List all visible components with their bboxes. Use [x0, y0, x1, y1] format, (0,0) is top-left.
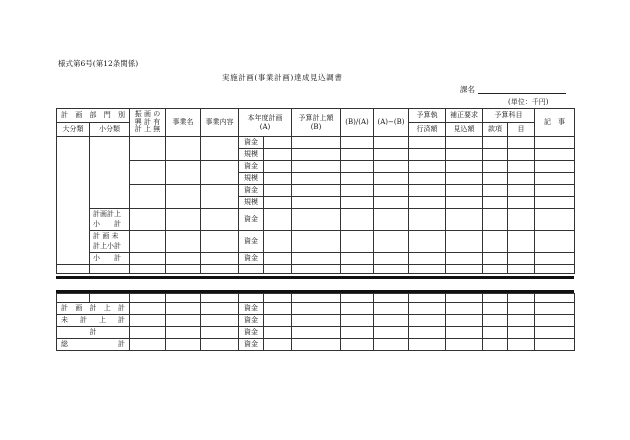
supplementary-header-top: 補正要求 [446, 109, 483, 123]
row-label: 規模 [239, 197, 264, 209]
current-plan-header: 本年度計画 (A) [239, 109, 292, 137]
budget-exec-header-top: 予算執 [409, 109, 446, 123]
item-section-header: 款項 [483, 123, 508, 137]
row-label: 資金 [239, 253, 264, 265]
table-row [57, 161, 575, 173]
row-label: 資金 [239, 315, 264, 327]
minor-category-cell [90, 137, 130, 209]
table-row [57, 253, 575, 265]
total-label: 計 [57, 327, 130, 339]
budget-reflected-header: 振 画 の 興 計 有 計 上 無 [130, 109, 166, 137]
row-label: 資金 [239, 327, 264, 339]
remarks-header: 記 事 [535, 109, 575, 137]
plan-category-header: 計画部門別 [57, 109, 130, 123]
major-category-header: 大分類 [57, 123, 90, 137]
table-row [57, 294, 575, 303]
table-row [57, 185, 575, 197]
section-name-label: 課名 [460, 85, 475, 94]
row-label: 資金 [239, 137, 264, 149]
row-label: 資金 [239, 303, 264, 315]
main-table [56, 108, 575, 274]
table-row [57, 303, 575, 315]
difference-header: (A)−(B) [374, 109, 409, 137]
unplanned-total-label: 未計上計 [57, 315, 130, 327]
table-row [57, 137, 575, 149]
row-label: 資金 [239, 185, 264, 197]
planned-subtotal-label: 計画計上 小 計 [90, 209, 130, 231]
row-label: 資金 [239, 339, 264, 351]
table-row [57, 209, 575, 231]
item-sub-header: 目 [508, 123, 535, 137]
totals-table [56, 293, 575, 351]
table-row [57, 327, 575, 339]
row-label: 規模 [239, 173, 264, 185]
project-content-header: 事業内容 [201, 109, 239, 137]
budget-amount-header: 予算計上額 (B) [292, 109, 341, 137]
grand-total-label: 総 計 [57, 339, 130, 351]
form-number: 様式第6号(第12条関係) [58, 59, 139, 68]
subtotal-label: 小 計 [90, 253, 130, 265]
section-name-underline [478, 93, 566, 94]
row-label: 資金 [239, 231, 264, 253]
project-name-header: 事業名 [166, 109, 201, 137]
row-label: 規模 [239, 149, 264, 161]
supplementary-header-bottom: 見込額 [446, 123, 483, 137]
row-label: 資金 [239, 209, 264, 231]
budget-exec-header-bottom: 行済額 [409, 123, 446, 137]
minor-category-header: 小分類 [90, 123, 130, 137]
unplanned-subtotal-label: 計 画 未 計上小計 [90, 231, 130, 253]
planned-total-label: 計画計上計 [57, 303, 130, 315]
table-row [57, 315, 575, 327]
section-separator [56, 276, 574, 279]
ratio-header: (B)/(A) [341, 109, 374, 137]
row-label: 資金 [239, 161, 264, 173]
table-row [57, 339, 575, 351]
major-category-cell [57, 137, 90, 265]
table-row [57, 265, 575, 274]
document-title: 実施計画(事業計画)達成見込調書 [222, 73, 343, 82]
unit-label: (単位：千円) [508, 98, 549, 106]
table-row [57, 231, 575, 253]
budget-item-header: 予算科目 [483, 109, 535, 123]
